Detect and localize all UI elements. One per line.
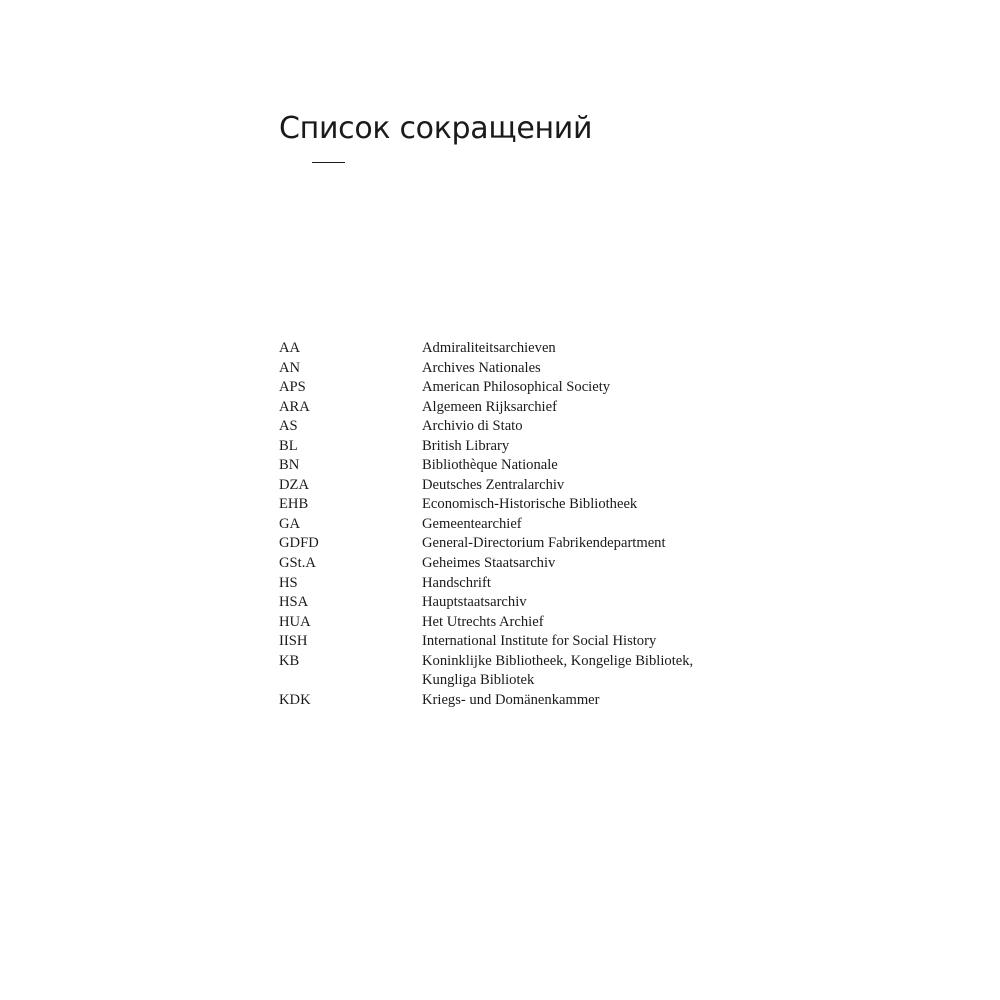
list-item xyxy=(279,554,739,574)
list-item xyxy=(279,632,739,652)
list-item xyxy=(279,652,739,691)
abbreviation-code: KB xyxy=(279,652,300,669)
abbreviation-code: GDFD xyxy=(279,535,319,552)
abbreviation-code: HS xyxy=(279,574,298,591)
abbreviation-code: APS xyxy=(279,379,306,396)
list-item xyxy=(279,574,739,594)
list-item xyxy=(279,613,739,633)
abbreviation-code: GA xyxy=(279,515,301,532)
abbreviation-code: BL xyxy=(279,437,298,454)
abbreviation-meaning: Kriegs- und Domänenkammer xyxy=(422,691,600,708)
abbreviation-code: AS xyxy=(279,418,298,435)
abbreviation-code: IISH xyxy=(279,633,308,650)
abbreviation-list xyxy=(279,339,739,710)
abbreviation-code: DZA xyxy=(279,476,309,493)
abbreviation-code: HUA xyxy=(279,613,311,630)
abbreviation-meaning: Koninklijke Bibliotheek, Kongelige Bibliotek, Kungliga Bibliotek xyxy=(422,652,694,689)
list-item xyxy=(279,515,739,535)
list-item xyxy=(279,691,739,711)
abbreviation-code: AA xyxy=(279,340,301,356)
list-item xyxy=(279,437,739,457)
abbreviation-meaning: Admiraliteitsarchieven xyxy=(422,340,556,356)
abbreviation-meaning: Algemeen Rijksarchief xyxy=(422,398,557,415)
list-item xyxy=(279,476,739,496)
list-item xyxy=(279,359,739,379)
abbreviation-meaning: Archivio di Stato xyxy=(422,418,523,435)
abbreviation-meaning: Bibliothèque Nationale xyxy=(422,457,558,474)
list-item xyxy=(279,534,739,554)
abbreviation-code: AN xyxy=(279,359,301,376)
abbreviation-code: GSt.A xyxy=(279,555,316,572)
abbreviation-meaning: Deutsches Zentralarchiv xyxy=(422,476,565,493)
list-item xyxy=(279,398,739,418)
abbreviation-meaning: Hauptstaatsarchiv xyxy=(422,594,527,611)
list-item xyxy=(279,456,739,476)
abbreviation-meaning: Handschrift xyxy=(422,574,491,591)
abbreviation-code: ARA xyxy=(279,398,310,415)
abbreviation-meaning: American Philosophical Society xyxy=(422,379,611,396)
abbreviation-meaning: General-Directorium Fabrikendepartment xyxy=(422,535,666,552)
list-item xyxy=(279,339,739,359)
abbreviation-code: HSA xyxy=(279,594,309,611)
abbreviation-code: KDK xyxy=(279,691,311,708)
list-item xyxy=(279,417,739,437)
abbreviation-meaning: Geheimes Staatsarchiv xyxy=(422,555,556,572)
abbreviation-meaning: International Institute for Social History xyxy=(422,633,657,650)
abbreviation-meaning: Gemeentearchief xyxy=(422,515,522,532)
title-underline-rule xyxy=(312,162,345,163)
abbreviation-meaning: Het Utrechts Archief xyxy=(422,613,544,630)
abbreviation-meaning: Economisch-Historische Bibliotheek xyxy=(422,496,638,513)
abbreviation-code: BN xyxy=(279,457,300,474)
abbreviation-meaning: British Library xyxy=(422,437,510,454)
list-item xyxy=(279,378,739,398)
list-item xyxy=(279,593,739,613)
abbreviation-code: EHB xyxy=(279,496,309,513)
list-item xyxy=(279,495,739,515)
page-title: Список сокращений xyxy=(279,111,593,146)
abbreviation-meaning: Archives Nationales xyxy=(422,359,541,376)
